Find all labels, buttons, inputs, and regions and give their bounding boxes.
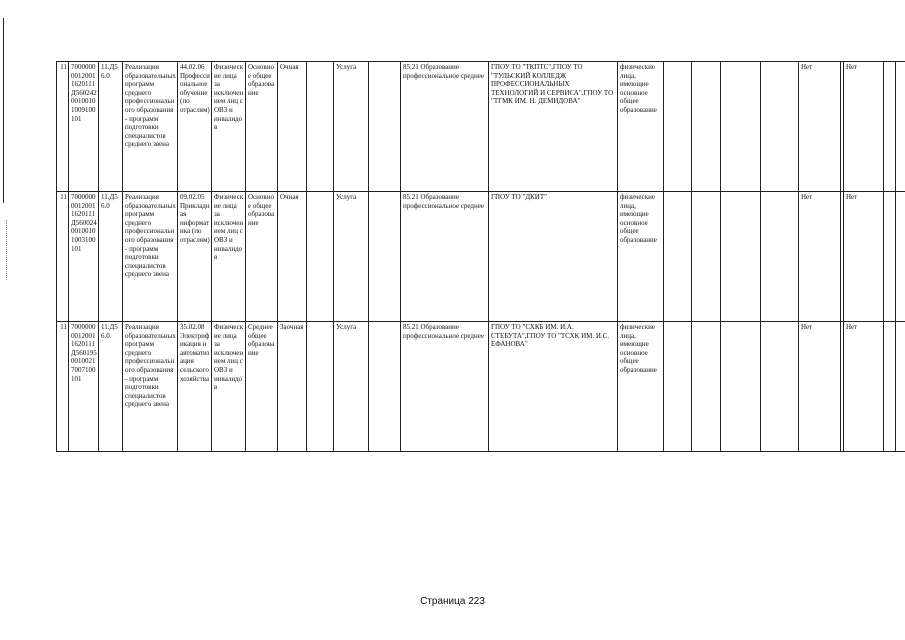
table-cell: Реализация образовательных программ среднего профессионального образования - программ подготовки специалистов среднего звена — [123, 192, 178, 322]
table-cell: Услуга — [334, 322, 369, 452]
table-cell: физические лица, имеющие основное общее образование — [618, 62, 664, 192]
table-cell: Нет — [844, 62, 884, 192]
table-cell — [692, 322, 721, 452]
table-cell: Среднее общее образование — [246, 322, 278, 452]
table-cell: Нет — [844, 322, 884, 452]
table-cell — [664, 322, 692, 452]
table-cell — [896, 322, 905, 452]
table-cell — [896, 192, 905, 322]
table-cell: 11 — [57, 62, 69, 192]
table-cell — [307, 192, 334, 322]
table-cell: 700000000120011620111Д56002400100101003100101 — [69, 192, 99, 322]
table-cell: ГПОУ ТО "ТКПТС",ГПОУ ТО "ТУЛЬСКИЙ КОЛЛЕДЖ ПРОФЕССИОНАЛЬНЫХ ТЕХНОЛОГИЙ И СЕРВИСА",ГПОУ ТО "ТГМК ИМ. Н. ДЕМИДОВА" — [489, 62, 618, 192]
table-cell — [884, 62, 896, 192]
table-cell — [761, 322, 799, 452]
table-cell — [761, 192, 799, 322]
table-cell — [721, 192, 761, 322]
table-cell: Очная — [278, 62, 307, 192]
table-cell: Очная — [278, 192, 307, 322]
table-cell: физические лица, имеющие основное общее образование — [618, 322, 664, 452]
table-cell: физические лица, имеющие основное общее образование — [618, 192, 664, 322]
table-cell: ГПОУ ТО "СХКБ ИМ. И.А. СТЕБУТА",ГПОУ ТО "ТСХК ИМ. И.С. ЕФАНОВА" — [489, 322, 618, 452]
table-cell — [721, 322, 761, 452]
table-cell: Физические лица за исключением лиц с ОВЗ и инвалидов — [212, 192, 246, 322]
table-cell — [369, 192, 401, 322]
table-cell — [692, 192, 721, 322]
table-cell — [884, 322, 896, 452]
table-cell: Физические лица за исключением лиц с ОВЗ и инвалидов — [212, 322, 246, 452]
table-cell — [307, 322, 334, 452]
table-cell: Услуга — [334, 192, 369, 322]
table-cell: 11 — [57, 322, 69, 452]
left-margin-rule — [3, 18, 4, 203]
table-cell: Основное общее образование — [246, 62, 278, 192]
table-cell: Реализация образовательных программ среднего профессионального образования - программ подготовки специалистов среднего звена — [123, 62, 178, 192]
table-cell — [664, 62, 692, 192]
table-cell: 85.21 Образование профессиональное среднее — [401, 62, 489, 192]
table-cell: 85.21 Образование профессиональное среднее — [401, 322, 489, 452]
table-cell: 35.02.08 Электрификация и автоматизация сельского хозяйства — [178, 322, 212, 452]
table-cell: 700000000120011620111Д56019500100217007100101 — [69, 322, 99, 452]
table-cell: 11 — [57, 192, 69, 322]
table-cell: Основное общее образование — [246, 192, 278, 322]
table-cell: Заочная — [278, 322, 307, 452]
table-cell — [369, 62, 401, 192]
table-row — [57, 192, 905, 322]
table-cell: Нет — [844, 192, 884, 322]
table-cell — [896, 62, 905, 192]
table-cell: 11.Д56.0 — [99, 192, 123, 322]
table-cell: 700000000120011620111Д56024200100101009100101 — [69, 62, 99, 192]
table-cell: 85.21 Образование профессиональное среднее — [401, 192, 489, 322]
left-margin-dots — [6, 220, 8, 280]
table-cell: 11.Д56.0 — [99, 62, 123, 192]
table-cell: Нет — [799, 192, 841, 322]
table-cell — [721, 62, 761, 192]
table-cell — [884, 192, 896, 322]
table-cell: Нет — [799, 322, 841, 452]
table-cell: 11.Д56.0 — [99, 322, 123, 452]
table-cell — [664, 192, 692, 322]
registry-table — [56, 61, 905, 452]
table-row — [57, 322, 905, 452]
table-cell — [692, 62, 721, 192]
table-cell — [761, 62, 799, 192]
table-cell: Нет — [799, 62, 841, 192]
table-cell: 09.02.05 Прикладная информатика (по отраслям) — [178, 192, 212, 322]
table-cell — [307, 62, 334, 192]
table-cell: Физические лица за исключением лиц с ОВЗ и инвалидов — [212, 62, 246, 192]
table-cell: Реализация образовательных программ среднего профессионального образования - программ подготовки специалистов среднего звена — [123, 322, 178, 452]
table-cell — [369, 322, 401, 452]
table-cell: ГПОУ ТО "ДКИТ" — [489, 192, 618, 322]
table-row — [57, 62, 905, 192]
table-cell: 44.02.06 Профессиональное обучение (по отраслям) — [178, 62, 212, 192]
page-number: Страница 223 — [420, 596, 485, 607]
table-cell: Услуга — [334, 62, 369, 192]
